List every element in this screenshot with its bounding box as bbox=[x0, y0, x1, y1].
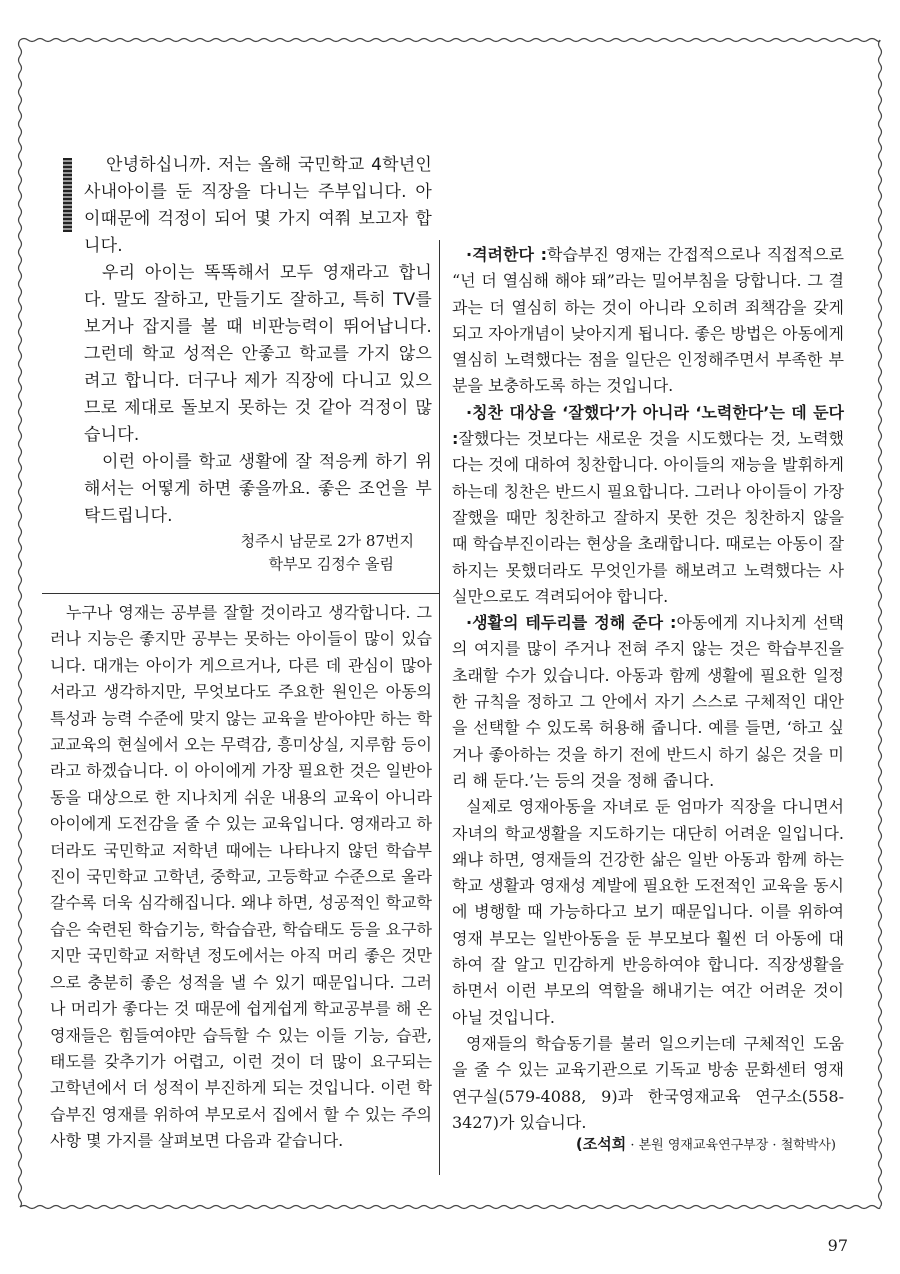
author-credit bbox=[460, 1133, 836, 1154]
letter-signature-name: 학부모 김정수 올림 bbox=[268, 555, 394, 573]
tip-body: 아동에게 지나치게 선택의 여지를 많이 주거나 전혀 주지 않는 것은 학습부진을 초래할 수가 있습니다. 아동과 함께 생활에 필요한 일정한 규칙을 정하고 그 안에서 자기 스스로 구체적인 대안을 선택할 수 있도록 허용해 줍니다. 예를 들면, ‘하고 싶거나 좋아하는 것을 하기 전에 반드시 하기 싫은 것을 미리 해 둔다.’는 등의 것을 정해 줍니다. bbox=[452, 613, 844, 790]
tip-item bbox=[452, 400, 844, 610]
answer-column-left bbox=[50, 600, 432, 1155]
letter-paragraph: 안녕하십니까. 저는 올해 국민학교 4학년인 사내아이를 둔 직장을 다니는 주부입니다. 아이때문에 걱정이 되어 몇 가지 여쭤 보고자 합니다. bbox=[84, 155, 432, 256]
answer-paragraph: 누구나 영재는 공부를 잘할 것이라고 생각합니다. 그러나 지능은 좋지만 공부는 못하는 아이들이 많이 있습니다. 대개는 아이가 게으르거나, 다른 데 관심이 많아서라고 생각하지만, 무엇보다도 주요한 원인은 아동의 특성과 능력 수준에 맞지 않는 교육을 받아야만 하는 학교교육의 현실에서 오는 무력감, 흥미상실, 지루함 등이라고 하겠습니다. 이 아이에게 가장 필요한 것은 일반아동을 대상으로 한 지나치게 쉬운 내용의 교육이 아니라 아이에게 도전감을 줄 수 있는 교육입니다. 영재라고 하더라도 국민학교 저학년 때에는 나타나지 않던 학습부진이 국민학교 고학년, 중학교, 고등학교 수준으로 올라갈수록 더욱 심각해집니다. 왜냐 하면, 성공적인 학교학습은 숙련된 학습기능, 학습습관, 학습태도 등을 요구하지만 국민학교 저학년 정도에서는 아직 머리 좋은 것만으로 충분히 좋은 성적을 낼 수 있기 때문입니다. 그러나 머리가 좋다는 것 때문에 쉽게쉽게 학교공부를 해 온 영재들은 힘들여야만 습득할 수 있는 이들 기능, 습관, 태도를 갖추기가 어렵고, 이런 것이 더 많이 요구되는 고학년에서 더 성적이 부진하게 되는 것입니다. 이런 학습부진 영재를 위하여 부모로서 집에서 할 수 있는 주의사항 몇 가지를 살펴보면 다음과 같습니다. bbox=[50, 603, 432, 1151]
answer-column-right bbox=[452, 242, 844, 1136]
letter-marker-bar bbox=[63, 158, 72, 232]
tip-heading: ·생활의 테두리를 정해 준다 : bbox=[466, 613, 677, 633]
tip-item bbox=[452, 610, 844, 794]
letter-signature-address: 청주시 남문로 2가 87번지 bbox=[240, 532, 414, 550]
letter-paragraph: 이런 아이를 학교 생활에 잘 적응케 하기 위해서는 어떻게 하면 좋을까요. 좋은 조언을 부탁드립니다. bbox=[84, 452, 432, 526]
closing-paragraph: 영재들의 학습동기를 불러 일으키는데 구체적인 도움을 줄 수 있는 교육기관으로 기독교 방송 문화센터 영재 연구실(579-4088, 9)과 한국영재교육 연구소(558-3427)가 있습니다. bbox=[452, 1033, 844, 1132]
author-name: (조석희 bbox=[575, 1135, 627, 1153]
column-divider bbox=[439, 240, 440, 1175]
tip-item bbox=[452, 242, 844, 400]
letter-paragraph: 우리 아이는 똑똑해서 모두 영재라고 합니다. 말도 잘하고, 만들기도 잘하고, 특히 TV를 보거나 잡지를 볼 때 비판능력이 뛰어납니다. 그런데 학교 성적은 안좋고 학교를 가지 않으려고 합니다. 더구나 제가 직장에 다니고 있으므로 제대로 돌보지 못하는 것 같아 걱정이 많습니다. bbox=[84, 263, 432, 445]
tip-body: 학습부진 영재는 간접적으로나 직접적으로 “넌 더 열심해 해야 돼”라는 밀어부침을 당합니다. 그 결과는 더 열심히 하는 것이 아니라 오히려 죄책감을 갖게 되고 자아개념이 낮아지게 됩니다. 좋은 방법은 아동에게 열심히 노력했다는 점을 일단은 인정해주면서 부족한 부분을 보충하도록 하는 것입니다. bbox=[452, 245, 845, 396]
tip-heading: ·칭찬 대상을 ‘잘했다’가 아니라 ‘노력한다’는 데 둔다 : bbox=[452, 402, 844, 449]
tip-body: 잘했다는 것보다는 새로운 것을 시도했다는 것, 노력했다는 것에 대하여 칭찬합니다. 아이들의 재능을 발휘하게 하는데 칭찬은 반드시 필요합니다. 그러나 아이들이 가장 잘했을 때만 칭찬하고 잘하지 못한 것은 칭찬하지 않을 때 학습부진이라는 현상을 초래합니다. 때로는 아동이 잘하지는 못했더라도 무엇인가를 해보려고 노력했다는 사실만으로도 격려되어야 합니다. bbox=[452, 429, 844, 606]
section-divider bbox=[42, 593, 440, 594]
tip-heading: ·격려한다 : bbox=[466, 245, 548, 264]
closing-paragraph: 실제로 영재아동을 자녀로 둔 엄마가 직장을 다니면서 자녀의 학교생활을 지도하기는 대단히 어려운 일입니다. 왜냐 하면, 영재들의 건강한 삶은 일반 아동과 함께 하는 학교 생활과 영재성 계발에 필요한 도전적인 교육을 동시에 병행할 때 가능하다고 보기 때문입니다. 이를 위하여 영재 부모는 일반아동을 둔 부모보다 훨씬 더 아동에 대하여 잘 알고 민감하게 반응하여야 합니다. 직장생활을 하면서 이런 부모의 역할을 해내기는 여간 어려운 것이 아닐 것입니다. bbox=[452, 797, 844, 1027]
reader-letter bbox=[84, 152, 432, 530]
author-title: · 본원 영재교육연구부장 · 철학박사) bbox=[626, 1138, 836, 1153]
page-number: 97 bbox=[827, 1236, 848, 1255]
